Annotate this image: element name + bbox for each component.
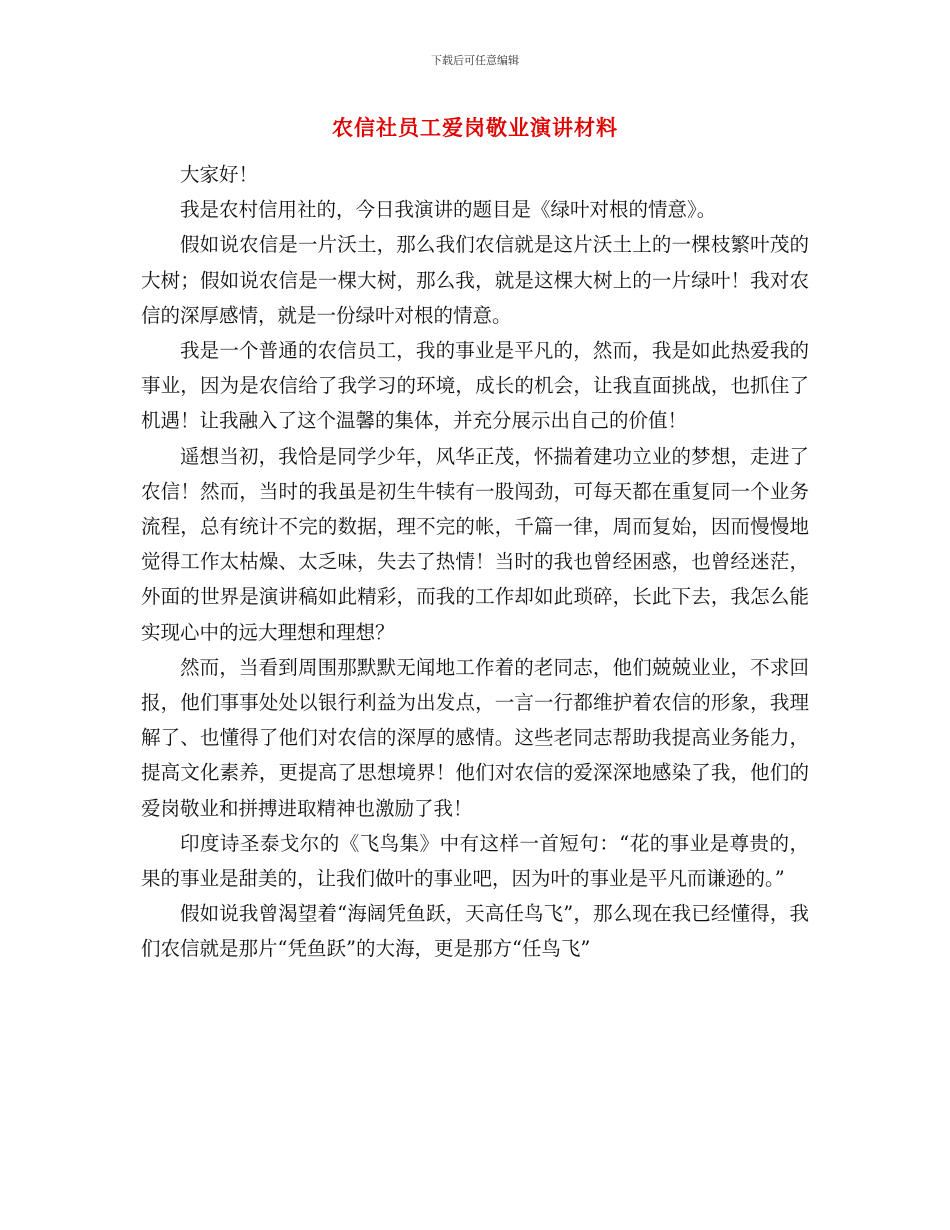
paragraph: 遥想当初，我恰是同学少年，风华正茂，怀揣着建功立业的梦想，走进了农信！然而，当时的我虽是初生牛犊有一股闯劲，可每天都在重复同一个业务流程，总有统计不完的数据，理不完的帐，千篇一律，周而复始，因而慢慢地觉得工作太枯燥、太乏味，失去了热情！当时的我也曾经困惑，也曾经迷茫，外面的世界是演讲稿如此精彩，而我的工作却如此琐碎，长此下去，我怎么能实现心中的远大理想和理想？	[141, 444, 809, 644]
page-header: 下载后可任意编辑	[431, 54, 519, 67]
paragraph-greeting: 大家好！	[180, 163, 259, 186]
paragraph: 我是一个普通的农信员工，我的事业是平凡的，然而，我是如此热爱我的事业，因为是农信给了我学习的环境，成长的机会，让我直面挑战，也抓住了机遇！让我融入了这个温馨的集体，并充分展示出自己的价值！	[141, 339, 809, 433]
paragraph: 假如说我曾渴望着“海阔凭鱼跃，天高任鸟飞”，那么现在我已经懂得，我们农信就是那片“凭鱼跃”的大海，更是那方“任鸟飞”	[141, 902, 809, 961]
paragraph: 然而，当看到周围那默默无闻地工作着的老同志，他们兢兢业业，不求回报，他们事事处处以银行利益为出发点，一言一行都维护着农信的形象，我理解了、也懂得了他们对农信的深厚的感情。这些老同志帮助我提高业务能力，提高文化素养，更提高了思想境界！他们对农信的爱深深地感染了我，他们的爱岗敬业和拼搏进取精神也激励了我！	[141, 655, 809, 820]
paragraph: 假如说农信是一片沃土，那么我们农信就是这片沃土上的一棵枝繁叶茂的大树；假如说农信是一棵大树，那么我，就是这棵大树上的一片绿叶！我对农信的深厚感情，就是一份绿叶对根的情意。	[141, 233, 809, 327]
document-title: 农信社员工爱岗敬业演讲材料	[332, 116, 618, 140]
paragraph: 印度诗圣泰戈尔的《飞鸟集》中有这样一首短句：“花的事业是尊贵的，果的事业是甜美的，让我们做叶的事业吧，因为叶的事业是平凡而谦逊的。”	[141, 831, 809, 891]
paragraph-intro: 我是农村信用社的，今日我演讲的题目是《绿叶对根的情意》。	[180, 198, 717, 222]
document-body	[141, 157, 809, 967]
